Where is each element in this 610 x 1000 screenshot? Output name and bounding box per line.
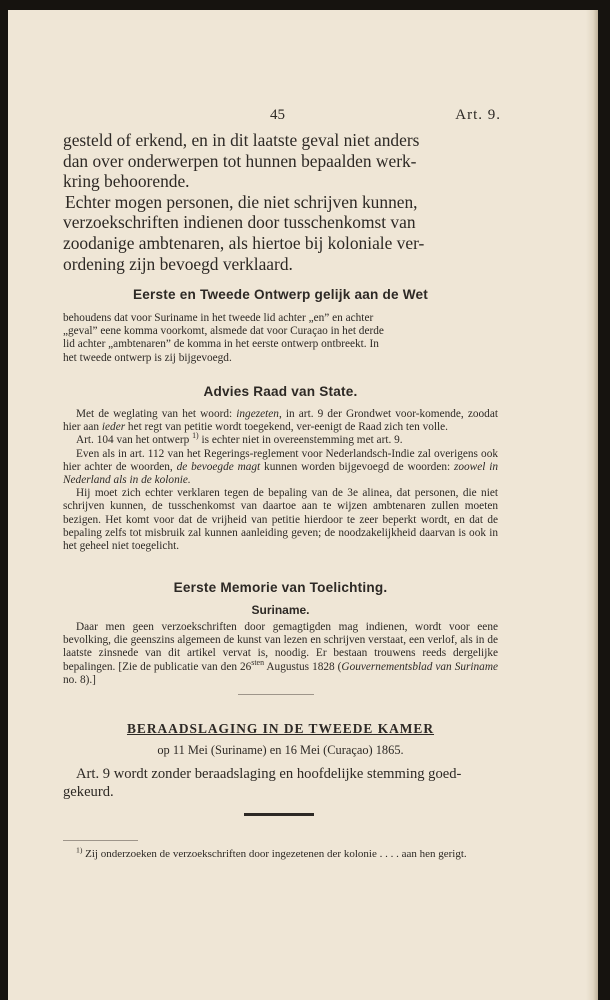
paragraph: Met de weglating van het woord: ingezeten, in art. 9 der Grondwet voor-komende, zoodat hier aan ieder het regt van petitie wordt toegekend, ver-eenigt de Raad zich ten volle. xyxy=(63,408,498,434)
section-heading-memorie: Eerste Memorie van Toelichting. xyxy=(173,580,388,595)
beraadslaging-date: op 11 Mei (Suriname) en 16 Mei (Curaçao) 1865. xyxy=(157,743,404,757)
divider xyxy=(238,694,314,695)
article-reference: Art. 9. xyxy=(455,107,501,123)
paragraph: Hij moet zich echter verklaren tegen de bepaling van de 3e alinea, dat personen, die niet schrijven kunnen, de tusschenkomst van daartoe aan te wijzen ambtenaren zullen moeten bezigen. Het komt voor dat de vrijheid van petitie hierdoor te zeer beperkt wordt, en dat de bepaling zelfs tot misbruik zal kunnen aanleiding geven; de noodzakelijkheid daarvan is ook in het geheel niet toegelicht. xyxy=(63,487,498,553)
section-heading-advies: Advies Raad van State. xyxy=(203,384,358,399)
paragraph: Daar men geen verzoekschriften door gemagtigden mag indienen, wordt voor eene bevolking, die geenszins algemeen de kunst van lezen en schrijven verstaat, een verlof, als in de laatste zinsnede van dit artikel vervat is, noodig. Er bestaan trouwens reeds dergelijke bepalingen. [Zie de publicatie van den $26^{sten}$ Augustus 1828 (Gouvernementsblad van Suriname no. 8).] xyxy=(63,621,498,686)
main-line: verzoekschriften indienen door tusschenkomst van xyxy=(63,212,416,233)
page-edge xyxy=(586,10,598,1000)
footnote-rule xyxy=(63,840,138,841)
text-line: het tweede ontwerp is zij bijgevoegd. xyxy=(63,351,232,364)
footnote: $^{1)}$ Zij onderzoeken de verzoekschriften door ingezetenen der kolonie . . . . aan hen gerigt. xyxy=(76,845,467,860)
footnote-ref: 1) xyxy=(192,431,199,441)
main-line: gesteld of erkend, en in dit laatste geval niet anders xyxy=(63,130,420,150)
main-line: dan over onderwerpen tot hunnen bepaalden werk- xyxy=(63,150,417,171)
text-line: Art. 9 wordt zonder beraadslaging en hoofdelijke stemming goed- xyxy=(76,766,462,782)
main-article-text xyxy=(63,130,498,274)
text-line: „geval” eene komma voorkomt, alsmede dat voor Curaçao in het derde xyxy=(63,325,384,338)
text-line: behoudens dat voor Suriname in het tweede lid achter „en” en achter xyxy=(63,312,374,324)
paragraph: Even als in art. 112 van het Regerings-reglement voor Nederlandsch-Indie zal overigens ook hier achter de woorden, de bevoegde magt kunnen worden bijgevoegd de woorden: zoowel in Nederland als in de kolonie. xyxy=(63,447,499,487)
paragraph: Art. 104 van het ontwerp $^{1)}$ is echter niet in overeenstemming met art. 9. xyxy=(76,431,403,447)
section-heading-ontwerp: Eerste en Tweede Ontwerp gelijk aan de Wet xyxy=(133,287,428,302)
main-line: kring behoorende. xyxy=(63,171,190,192)
page-number: 45 xyxy=(270,107,285,123)
running-header xyxy=(63,107,501,127)
text-line: gekeurd. xyxy=(63,784,114,800)
main-line: ordening zijn bevoegd verklaard. xyxy=(63,253,293,274)
beraadslaging-text xyxy=(63,765,498,801)
section-subheading-suriname: Suriname. xyxy=(251,603,310,617)
text-line: lid achter „ambtenaren” de komma in het eerste ontwerp ontbreekt. In xyxy=(63,338,379,351)
main-line: zoodanige ambtenaren, als hiertoe bij koloniale ver- xyxy=(63,232,425,253)
main-line: Echter mogen personen, die niet schrijven kunnen, xyxy=(65,191,418,212)
book-page xyxy=(8,10,598,1000)
footnote-marker: 1) xyxy=(76,845,83,855)
section-ontwerp-text xyxy=(63,312,498,365)
section-memorie-text xyxy=(63,621,498,687)
beraadslaging-heading: BERAADSLAGING IN DE TWEEDE KAMER xyxy=(126,721,435,736)
section-advies-text xyxy=(63,408,498,553)
section-end-rule xyxy=(244,813,314,816)
